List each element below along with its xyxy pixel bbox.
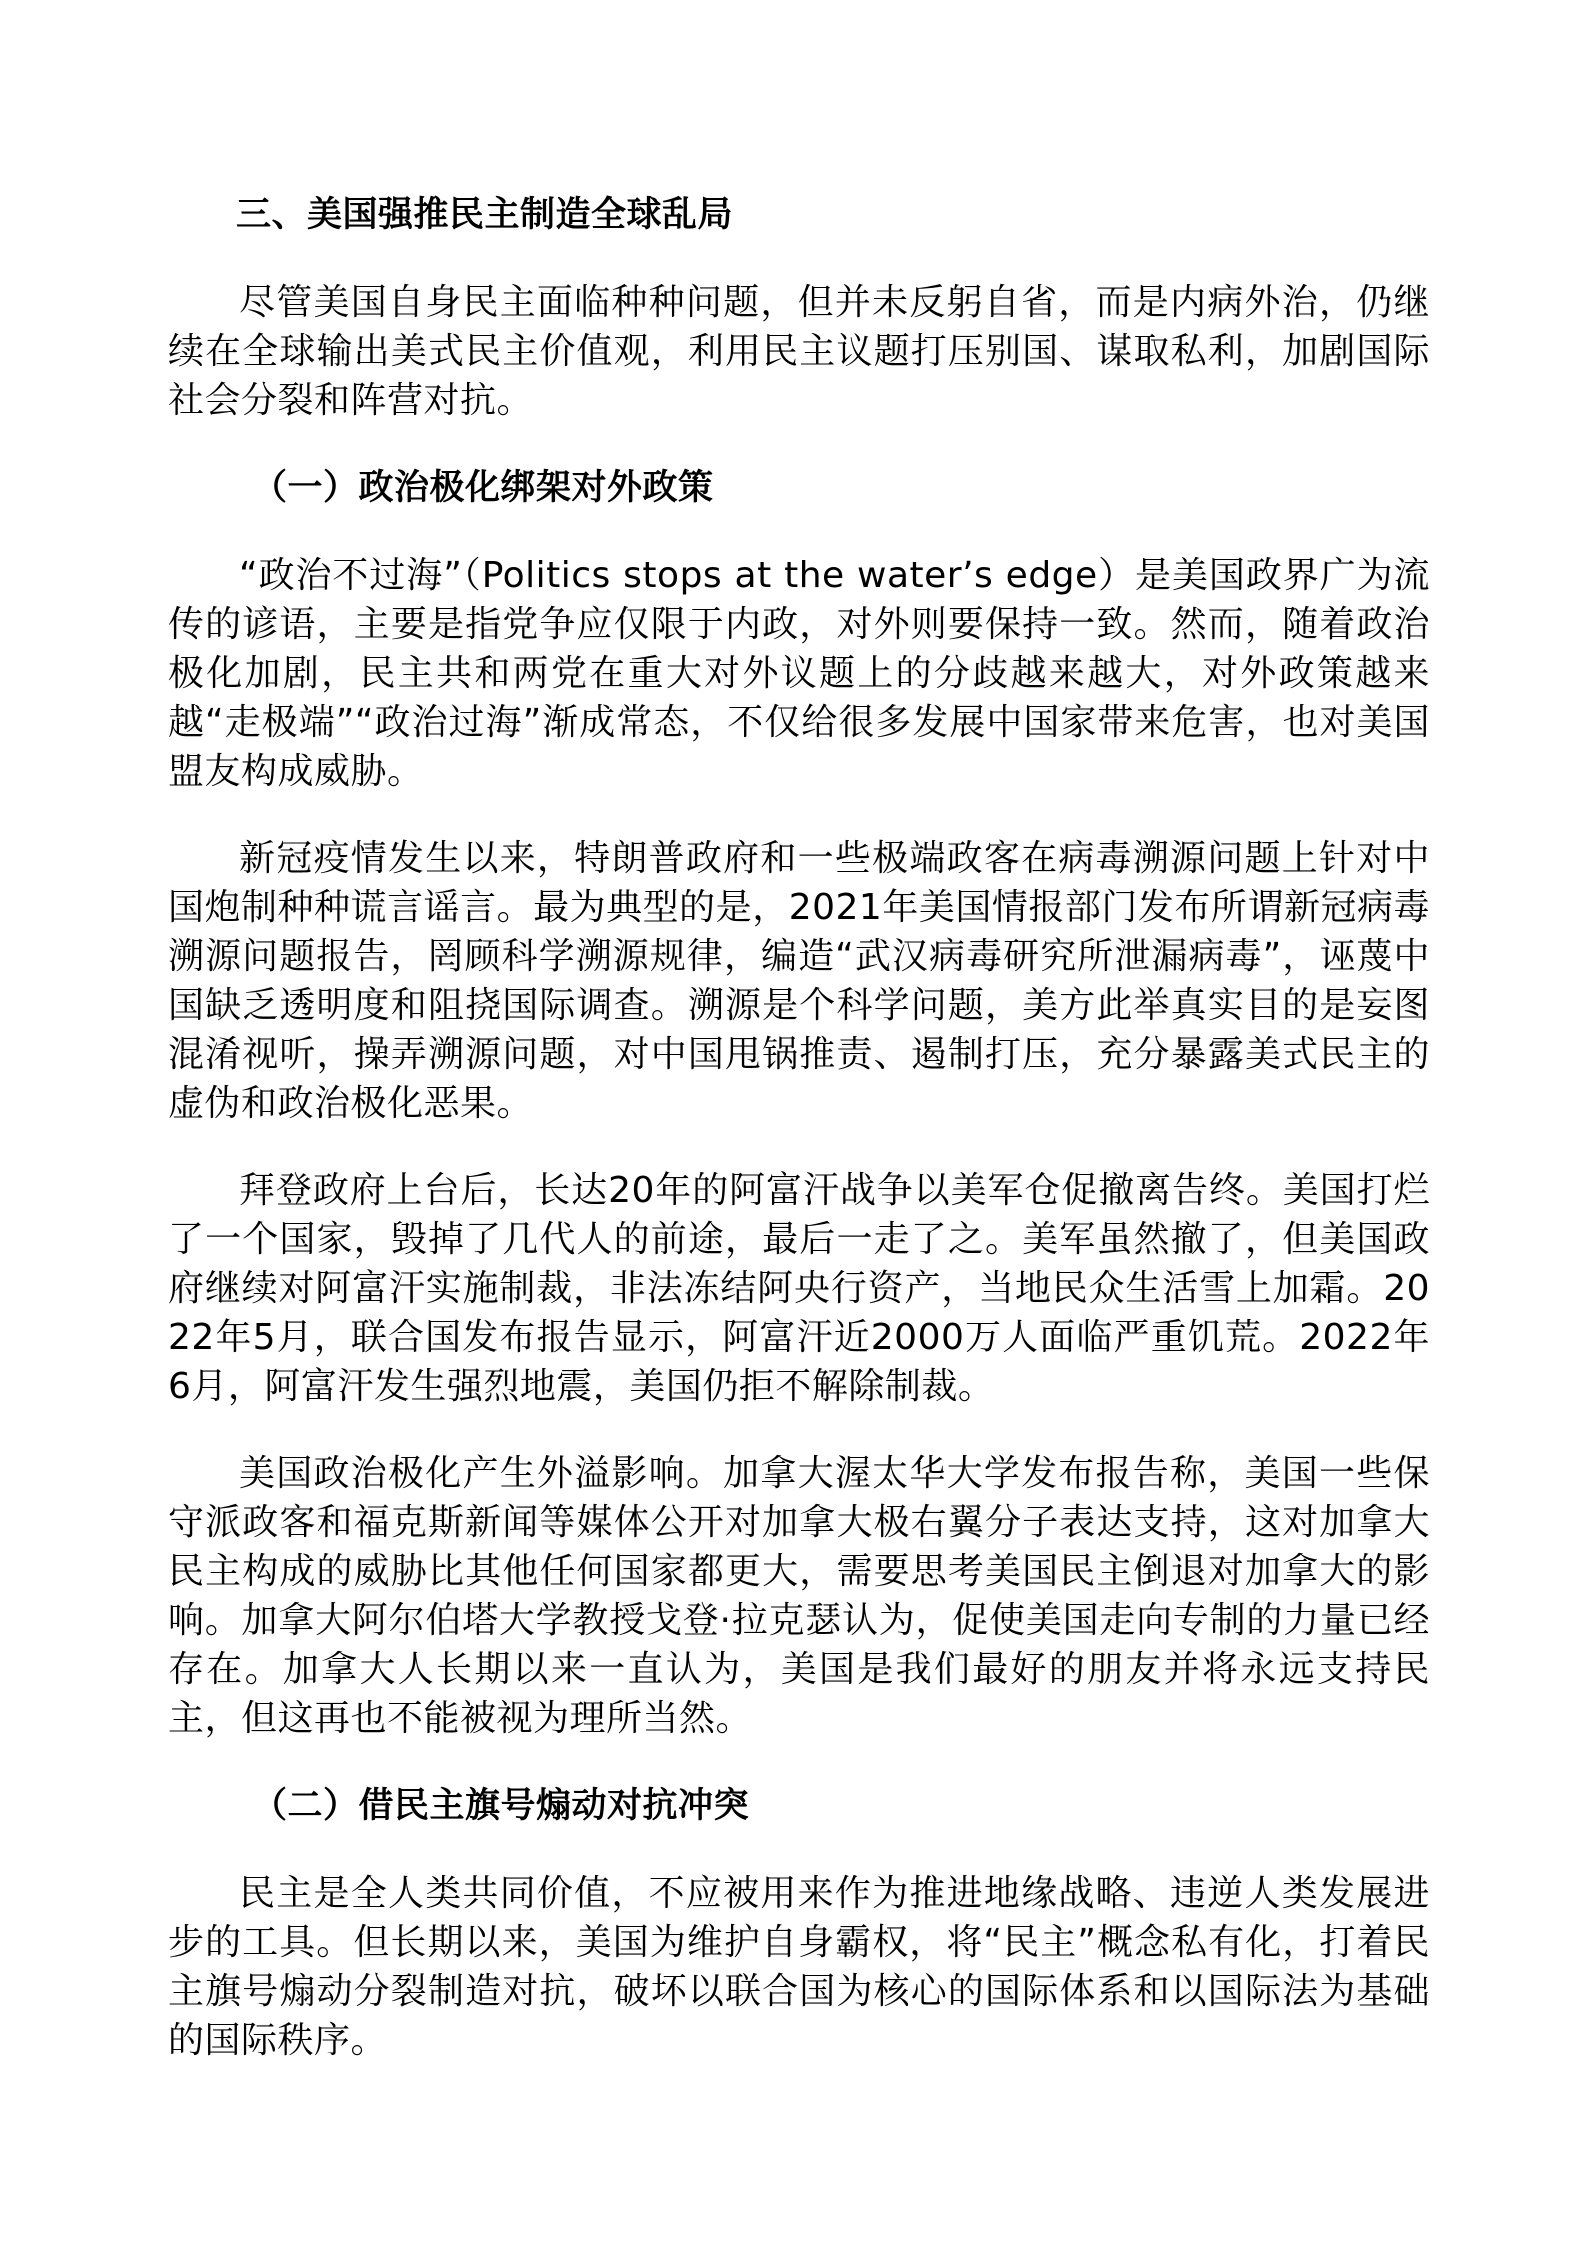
paragraph-afghanistan-withdrawal: 拜登政府上台后，长达20年的阿富汗战争以美军仓促撤离告终。美国打烂了一个国家，毁掉了几代人的前途，最后一走了之。美军虽然撤了，但美国政府继续对阿富汗实施制裁，非法冻结阿央行资产，当地民众生活雪上加霜。2022年5月，联合国发布报告显示，阿富汗近2000万人面临严重饥荒。2022年6月，阿富汗发生强烈地震，美国仍拒不解除制裁。 xyxy=(168,1170,1430,1407)
section-heading: 三、美国强推民主制造全球乱局 xyxy=(236,195,734,235)
subsection-2-heading: （二）借民主旗号煽动对抗冲突 xyxy=(252,1786,750,1826)
document-body xyxy=(168,190,1430,2103)
subsection-1-heading: （一）政治极化绑架对外政策 xyxy=(252,468,714,508)
paragraph-politics-stops-at-waters-edge: “政治不过海”（Politics stops at the water’s edge）是美国政界广为流传的谚语，主要是指党争应仅限于内政，对外则要保持一致。然而，随着政治极化加剧，民主共和两党在重大对外议题上的分歧越来越大，对外政策越来越“走极端”“政治过海”渐成常态，不仅给很多发展中国家带来危害，也对美国盟友构成威胁。 xyxy=(168,555,1430,792)
paragraph-democracy-banner: 民主是全人类共同价值，不应被用来作为推进地缘战略、违逆人类发展进步的工具。但长期以来，美国为维护自身霸权，将“民主”概念私有化，打着民主旗号煽动分裂制造对抗，破坏以联合国为核心的国际体系和以国际法为基础的国际秩序。 xyxy=(168,1873,1430,2061)
paragraph-covid-origin-tracing: 新冠疫情发生以来，特朗普政府和一些极端政客在病毒溯源问题上针对中国炮制种种谎言谣言。最为典型的是，2021年美国情报部门发布所谓新冠病毒溯源问题报告，罔顾科学溯源规律，编造“武汉病毒研究所泄漏病毒”，诬蔑中国缺乏透明度和阻挠国际调查。溯源是个科学问题，美方此举真实目的是妄图混淆视听，操弄溯源问题，对中国甩锅推责、遏制打压，充分暴露美式民主的虚伪和政治极化恶果。 xyxy=(168,838,1430,1124)
paragraph-canada-spillover: 美国政治极化产生外溢影响。加拿大渥太华大学发布报告称，美国一些保守派政客和福克斯新闻等媒体公开对加拿大极右翼分子表达支持，这对加拿大民主构成的威胁比其他任何国家都更大，需要思考美国民主倒退对加拿大的影响。加拿大阿尔伯塔大学教授戈登·拉克瑟认为，促使美国走向专制的力量已经存在。加拿大人长期以来一直认为，美国是我们最好的朋友并将永远支持民主，但这再也不能被视为理所当然。 xyxy=(168,1453,1430,1739)
intro-paragraph: 尽管美国自身民主面临种种问题，但并未反躬自省，而是内病外治，仍继续在全球输出美式民主价值观，利用民主议题打压别国、谋取私利，加剧国际社会分裂和阵营对抗。 xyxy=(168,282,1430,421)
